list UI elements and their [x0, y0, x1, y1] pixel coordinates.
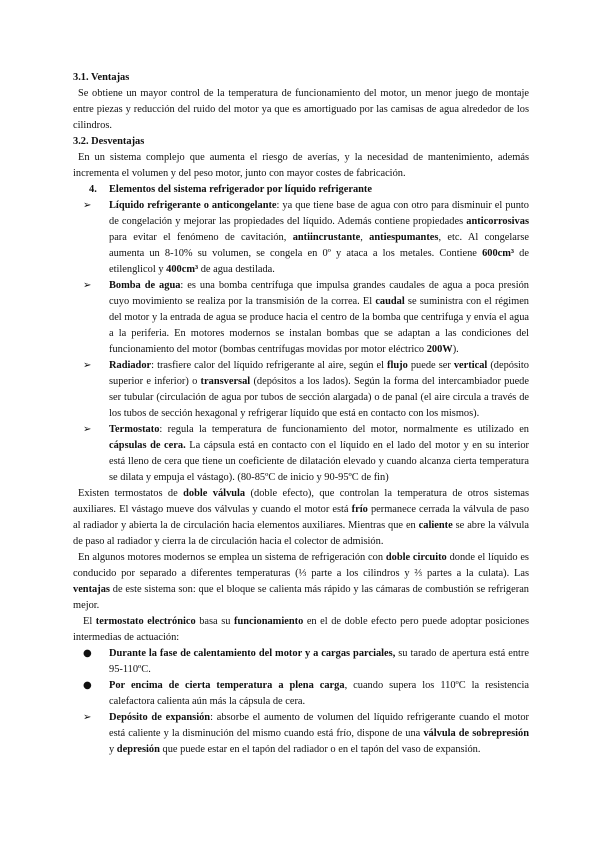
arrow-bullet-icon: ➢ [83, 200, 92, 211]
bold-run: ventajas [73, 584, 110, 595]
bold-run: caudal [375, 296, 405, 307]
text-run: de agua destilada. [198, 264, 275, 275]
circle-bullet-icon: ● [83, 648, 92, 659]
text-run: de etilenglicol y [109, 248, 529, 275]
text-run: se abre la válvula de paso al radiador y cierra la de circulación hacia el colector de admisión. [73, 520, 529, 547]
bold-run: anticorrosivas [466, 216, 529, 227]
text-run: El [83, 616, 96, 627]
text-run: que puede estar en el tapón del radiador o en el tapón del vaso de expansión. [159, 744, 481, 755]
list-item-termostato [73, 422, 529, 486]
circle-bullet-icon: ● [83, 680, 92, 691]
text-run: para evitar el fenómeno de cavitación, [109, 232, 293, 243]
paragraph-doble-valvula [73, 486, 529, 550]
text-run: donde el líquido es conducido por separado a diferentes temperaturas (⅓ parte a los cilindros y ⅔ partes a la culata). Las [73, 552, 529, 579]
paragraph-doble-circuito [73, 550, 529, 614]
bold-run: depresión [116, 744, 160, 755]
list-item-bomba [73, 278, 529, 358]
bold-run: transversal [200, 376, 251, 387]
bold-run: 400cm³ [166, 264, 199, 275]
text-run: , cuando supera los 110ºC la resistencia calefactora calienta aún más la cápsula de cera. [109, 680, 529, 707]
bold-run: flujo [387, 360, 408, 371]
document-content [73, 70, 529, 758]
text-run: En algunos motores modernos se emplea un sistema de refrigeración con [78, 552, 386, 563]
text-run: (depósitos a los lados). Según la forma del intercambiador puede ser tubular (circulación de agua por tubos de sección alargada) o de panal (el aire circula a través de los tubos de sección hexagonal y refrigerar líquido que está en contacto con los mismos). [109, 376, 529, 419]
list-item-fase-calentamiento [73, 646, 529, 678]
arrow-bullet-icon: ➢ [83, 360, 92, 371]
text-run: : regula la temperatura de funcionamiento del motor, normalmente es utilizado en [159, 424, 529, 435]
bold-run: válvula de sobrepresión [423, 728, 529, 739]
term-deposito: Depósito de expansión [109, 712, 211, 723]
bold-run: caliente [418, 520, 453, 531]
arrow-bullet-icon: ➢ [83, 280, 92, 291]
heading-ventajas: 3.1. Ventajas [73, 72, 130, 83]
bold-run: Durante la fase de calentamiento del motor y a cargas parciales, [109, 648, 396, 659]
list-item-radiador [73, 358, 529, 422]
list-item-deposito [73, 710, 529, 758]
bold-run: 600cm³ [482, 248, 515, 259]
term-radiador: Radiador [109, 360, 152, 371]
text-run: La cápsula está en contacto con el líquido en el lado del motor y en su interior está lleno de cera que tiene un coeficiente de dilatación elevado y cuando alcanza cierta temperatura se dilata y empuja el vástago). (80-85ºC de inicio y 90-95ºC de fin) [109, 440, 529, 483]
paragraph-termostato-electronico [73, 614, 529, 646]
text-run: ). [452, 344, 459, 355]
section-number: 4. [89, 184, 97, 195]
text-run: puede ser [407, 360, 454, 371]
bold-run: doble circuito [385, 552, 447, 563]
text-run: : es una bomba centrífuga que impulsa grandes caudales de agua a poca presión cuyo movimiento se realiza por la transmisión de la correa. El [109, 280, 529, 307]
heading-elementos [73, 182, 529, 198]
term-liquido: Líquido refrigerante o anticongelante [109, 200, 277, 211]
bold-run: Por encima de cierta temperatura a plena carga [109, 680, 345, 691]
bold-run: frío [351, 504, 368, 515]
heading-desventajas: 3.2. Desventajas [73, 136, 145, 147]
paragraph-desventajas: En un sistema complejo que aumenta el riesgo de averías, y la necesidad de mantenimiento, además incrementa el volumen y del peso motor, junto con mayor costes de fabricación. [73, 152, 529, 179]
bold-run: antiespumantes [369, 232, 439, 243]
text-run: , etc. Al congelarse aumenta un 8-10% su volumen, se congela en 0º y ataca a los metales. Contiene [109, 232, 530, 259]
bold-run: funcionamiento [234, 616, 304, 627]
text-run: : ya que tiene base de agua con otro para disminuir el punto de congelación y mejorar las propiedades del líquido. Además contiene propiedades [109, 200, 529, 227]
text-run: y [109, 744, 117, 755]
arrow-bullet-icon: ➢ [83, 712, 92, 723]
bold-run: doble válvula [183, 488, 246, 499]
bold-run: termostato electrónico [95, 616, 196, 627]
term-bomba: Bomba de agua [109, 280, 181, 291]
text-run: basa su [195, 616, 234, 627]
text-run: : absorbe el aumento de volumen del líquido refrigerante cuando el motor está caliente y la disminución del mismo cuando está frío, dispone de una [109, 712, 529, 739]
bold-run: 200W [426, 344, 453, 355]
text-run: Existen termostatos de [78, 488, 184, 499]
text-run: permanece cerrada la válvula de paso al radiador y abierta la de circulación hacia elementos auxiliares. Mientras que en [73, 504, 530, 531]
term-termostato: Termostato [109, 424, 160, 435]
text-run: en el de doble efecto pero puede adoptar posiciones intermedias de actuación: [73, 616, 529, 643]
paragraph-ventajas: Se obtiene un mayor control de la temperatura de funcionamiento del motor, un menor juego de montaje entre piezas y reducción del ruido del motor ya que es amortiguado por las camisas de agua alrededor de los cilindros. [73, 88, 529, 131]
bold-run: antiincrustante [292, 232, 361, 243]
arrow-bullet-icon: ➢ [83, 424, 92, 435]
list-item-liquido [73, 198, 529, 278]
text-run: , [360, 232, 370, 243]
text-run: se suministra con el régimen del motor y la entrada de agua se produce hacia el centro de la bomba que centrifuga y envía el agua a la periferia. En motores modernos se instalan bombas que se adaptan a las condiciones del funcionamiento del motor (bombas centrífugas movidas por motor eléctrico [109, 296, 529, 355]
text-run: (depósito superior e inferior) o [109, 360, 529, 387]
text-run: de este sistema son: que el bloque se calienta más rápido y las cámaras de combustión se refrigeran mejor. [73, 584, 529, 611]
text-run: : trasfiere calor del líquido refrigerante al aire, según el [151, 360, 388, 371]
heading-elementos-text: Elementos del sistema refrigerador por líquido refrigerante [109, 184, 372, 195]
text-run: (doble efecto), que controlan la temperatura de otros sistemas auxiliares. El vástago mueve dos válvulas y cuando el motor está [73, 488, 530, 515]
text-run: su tarado de apertura está entre 95-110ºC. [109, 648, 529, 675]
list-item-plena-carga [73, 678, 529, 710]
bold-run: vertical [453, 360, 488, 371]
bold-run: cápsulas de cera. [109, 440, 186, 451]
